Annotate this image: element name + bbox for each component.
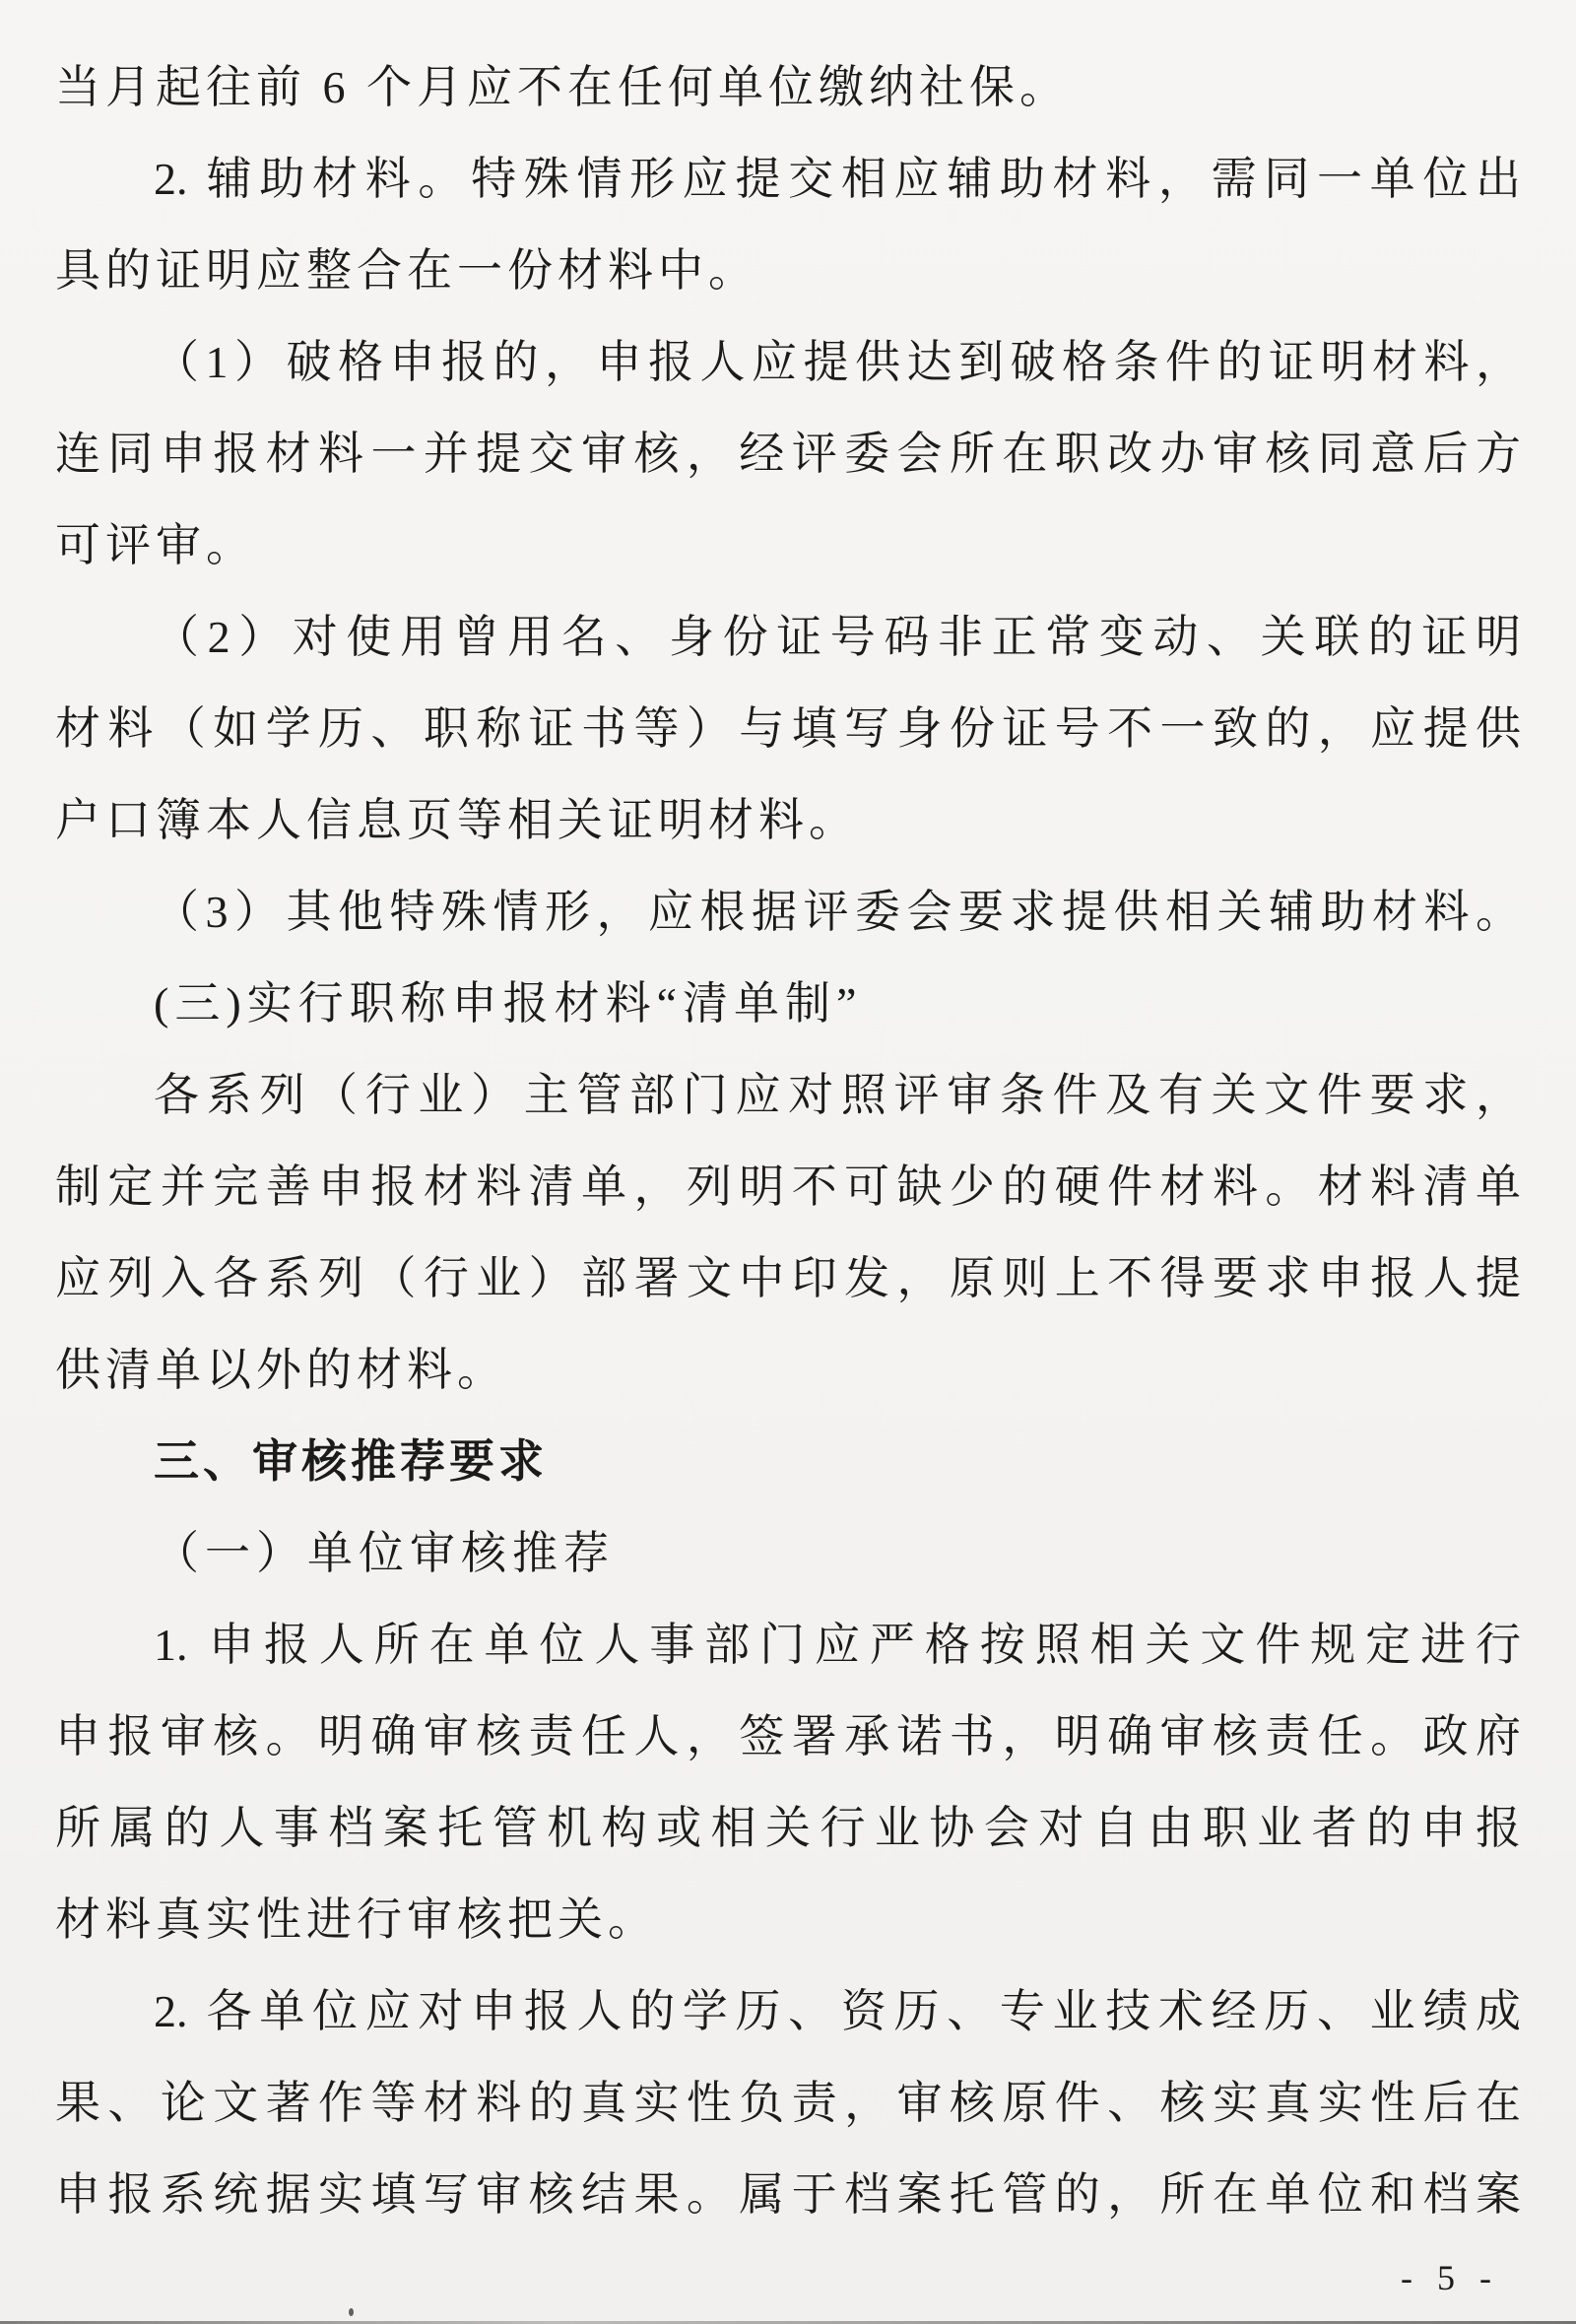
document-line: [55, 591, 1521, 683]
document-line: [55, 408, 1521, 499]
line-text: 三、审核推荐要求: [154, 1435, 548, 1487]
line-text: （1）破格申报的，申报人应提供达到破格条件的证明材料，: [154, 337, 1521, 387]
line-text: 材料真实性进行审核把关。: [55, 1894, 658, 1945]
document-line: [55, 866, 1521, 958]
line-text: （2）对使用曾用名、身份证号码非正常变动、关联的证明: [154, 612, 1521, 662]
document-line: [55, 2149, 1521, 2240]
line-text: 2. 辅助材料。特殊情形应提交相应辅助材料，需同一单位出: [154, 154, 1521, 204]
document-line: [55, 499, 1521, 591]
line-text: 申报审核。明确审核责任人，签署承诺书，明确审核责任。政府: [55, 1711, 1521, 1761]
line-text: 所属的人事档案托管机构或相关行业协会对自由职业者的申报: [55, 1803, 1521, 1853]
page-footer: [1401, 2257, 1499, 2298]
page-number: - 5 -: [1401, 2258, 1499, 2297]
line-text: 1. 申报人所在单位人事部门应严格按照相关文件规定进行: [154, 1620, 1521, 1670]
line-text: 制定并完善申报材料清单，列明不可缺少的硬件材料。材料清单: [55, 1162, 1521, 1212]
document-lines: [55, 41, 1521, 2240]
document-line: [55, 2057, 1521, 2149]
document-line: [55, 774, 1521, 866]
document-line: [55, 1874, 1521, 1965]
document-line: [55, 958, 1521, 1049]
document-line: [55, 316, 1521, 408]
line-text: 材料（如学历、职称证书等）与填写身份证号不一致的，应提供: [55, 703, 1521, 754]
document-line: [55, 41, 1521, 133]
document-line: [55, 1507, 1521, 1599]
document-line: [55, 225, 1521, 316]
line-text: （一）单位审核推荐: [154, 1528, 615, 1578]
document-line: [55, 1691, 1521, 1782]
line-text: （3）其他特殊情形，应根据评委会要求提供相关辅助材料。: [154, 887, 1521, 937]
line-text: 2. 各单位应对申报人的学历、资历、专业技术经历、业绩成: [154, 1986, 1521, 2036]
line-text: 供清单以外的材料。: [55, 1345, 507, 1395]
line-text: 具的证明应整合在一份材料中。: [55, 245, 758, 296]
document-line: [55, 1049, 1521, 1141]
document-line: [55, 1416, 1521, 1507]
scan-speck-artifact: [349, 2308, 354, 2316]
document-line: [55, 1599, 1521, 1691]
line-text: 申报系统据实填写审核结果。属于档案托管的，所在单位和档案: [55, 2169, 1521, 2220]
document-line: [55, 133, 1521, 225]
line-text: 可评审。: [55, 520, 256, 570]
line-text: 连同申报材料一并提交审核，经评委会所在职改办审核同意后方: [55, 429, 1521, 479]
line-text: 当月起往前 6 个月应不在任何单位缴纳社保。: [55, 62, 1070, 112]
line-text: 应列入各系列（行业）部署文中印发，原则上不得要求申报人提: [55, 1253, 1521, 1303]
document-line: [55, 1965, 1521, 2057]
document-line: [55, 1782, 1521, 1874]
line-text: 果、论文著作等材料的真实性负责，审核原件、核实真实性后在: [55, 2078, 1521, 2128]
line-text: (三)实行职称申报材料“清单制”: [154, 978, 863, 1029]
line-text: 户口簿本人信息页等相关证明材料。: [55, 795, 859, 845]
line-text: 各系列（行业）主管部门应对照评审条件及有关文件要求，: [154, 1070, 1521, 1120]
document-line: [55, 1232, 1521, 1324]
document-line: [55, 1324, 1521, 1416]
document-line: [55, 683, 1521, 774]
document-line: [55, 1141, 1521, 1232]
